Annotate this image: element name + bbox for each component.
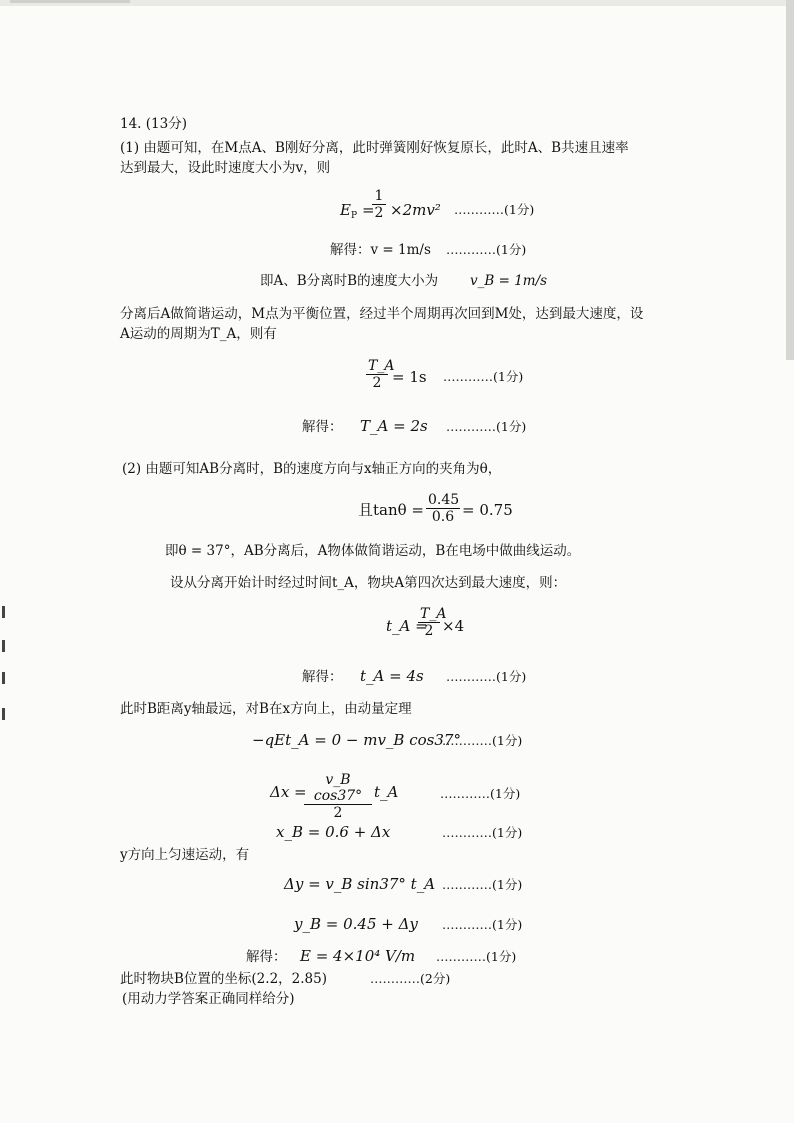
solve-T-label: 解得： bbox=[302, 419, 343, 435]
scan-mark-left bbox=[2, 672, 5, 684]
dx-num: v_B cos37° bbox=[304, 772, 372, 805]
momentum-score-mark: …………(1分) bbox=[442, 733, 523, 748]
part2-intro: (2) 由题可知AB分离时，B的速度方向与x轴正方向的夹角为θ， bbox=[122, 461, 502, 477]
shm-line1: 分离后A做简谐运动，M点为平衡位置，经过半个周期再次回到M处，达到最大速度，设 bbox=[120, 306, 644, 322]
tan-prefix: 且tanθ = bbox=[358, 501, 424, 519]
tan-rhs: = 0.75 bbox=[462, 501, 513, 519]
vb-value: v_B = 1m/s bbox=[470, 273, 548, 289]
coord-score-mark: …………(2分) bbox=[370, 971, 451, 986]
dy-score-mark: …………(1分) bbox=[442, 877, 523, 892]
dx-den: 2 bbox=[333, 805, 343, 821]
part1-intro-line2: 达到最大，设此时速度大小为v，则 bbox=[120, 160, 331, 176]
energy-fraction bbox=[372, 188, 386, 221]
momentum-line: 此时B距离y轴最远，对B在x方向上，由动量定理 bbox=[120, 701, 412, 717]
theta-line: 即θ = 37°，AB分离后，A物体做简谐运动，B在电场中做曲线运动。 bbox=[165, 543, 581, 559]
xb-equation: x_B = 0.6 + Δx bbox=[276, 823, 391, 841]
tA-rhs: ×4 bbox=[442, 617, 465, 635]
solve-E-label: 解得： bbox=[246, 949, 287, 965]
dx-score-mark: …………(1分) bbox=[440, 786, 521, 801]
solve-T-value: T_A = 2s bbox=[360, 417, 428, 435]
note: (用动力学答案正确同样给分) bbox=[122, 991, 295, 1007]
vb-line: 即A、B分离时B的速度大小为 bbox=[260, 273, 439, 289]
energy-lhs: E bbox=[340, 201, 351, 219]
shm-line2: A运动的周期为T_A，则有 bbox=[120, 326, 277, 342]
solve-tA-value: t_A = 4s bbox=[360, 667, 424, 685]
part1-intro-line1: (1) 由题可知，在M点A、B刚好分离，此时弹簧刚好恢复原长，此时A、B共速且速率 bbox=[120, 140, 629, 156]
yb-equation: y_B = 0.45 + Δy bbox=[294, 915, 418, 933]
solve-v-score-mark: …………(1分) bbox=[446, 242, 527, 257]
solve-T-score-mark: …………(1分) bbox=[446, 419, 527, 434]
tA-lhs: t_A = bbox=[386, 617, 428, 635]
energy-score-mark: …………(1分) bbox=[454, 202, 535, 217]
solve-E-score-mark: …………(1分) bbox=[436, 949, 517, 964]
yb-score-mark: …………(1分) bbox=[442, 917, 523, 932]
tan-num: 0.45 bbox=[428, 492, 460, 508]
half-period-rhs: = 1s bbox=[392, 368, 427, 386]
problem-header: 14. (13分) bbox=[120, 116, 187, 132]
energy-lhs-sub: P bbox=[350, 211, 358, 221]
coord-line: 此时物块B位置的坐标(2.2，2.85) bbox=[120, 971, 327, 987]
dx-fraction bbox=[304, 772, 372, 821]
dx-rhs: t_A bbox=[374, 783, 399, 801]
xb-score-mark: …………(1分) bbox=[442, 825, 523, 840]
solve-E-value: E = 4×10⁴ V/m bbox=[300, 947, 416, 965]
energy-rhs: ×2mv² bbox=[390, 201, 441, 219]
half-period-den: 2 bbox=[372, 375, 382, 391]
half-period-fraction bbox=[366, 358, 395, 391]
scan-mark-left bbox=[2, 708, 5, 720]
energy-frac-num: 1 bbox=[372, 188, 386, 205]
tA-num: T_A bbox=[420, 606, 447, 622]
scan-mark-top bbox=[10, 0, 130, 3]
y-direction-line: y方向上匀速运动，有 bbox=[120, 847, 250, 863]
energy-eq-sign: = bbox=[362, 201, 375, 219]
tan-fraction bbox=[426, 492, 460, 525]
solve-v: 解得：v = 1m/s bbox=[330, 242, 431, 258]
energy-frac-den: 2 bbox=[374, 205, 384, 221]
scan-mark-left bbox=[2, 640, 5, 652]
momentum-equation: −qEt_A = 0 − mv_B cos37° bbox=[252, 731, 461, 749]
dy-equation: Δy = v_B sin37° t_A bbox=[284, 875, 436, 893]
tA-den: 2 bbox=[424, 623, 434, 639]
scan-border-right bbox=[786, 0, 794, 360]
half-period-num: T_A bbox=[368, 358, 395, 374]
tA-fraction bbox=[418, 606, 447, 639]
solve-tA-score-mark: …………(1分) bbox=[446, 669, 527, 684]
solve-tA-label: 解得： bbox=[302, 669, 343, 685]
half-period-score-mark: …………(1分) bbox=[443, 369, 524, 384]
scan-mark-left bbox=[2, 606, 5, 618]
tan-den: 0.6 bbox=[431, 509, 455, 525]
time-line: 设从分离开始计时经过时间t_A，物块A第四次达到最大速度，则： bbox=[170, 575, 567, 591]
dx-lhs: Δx = bbox=[270, 783, 307, 801]
